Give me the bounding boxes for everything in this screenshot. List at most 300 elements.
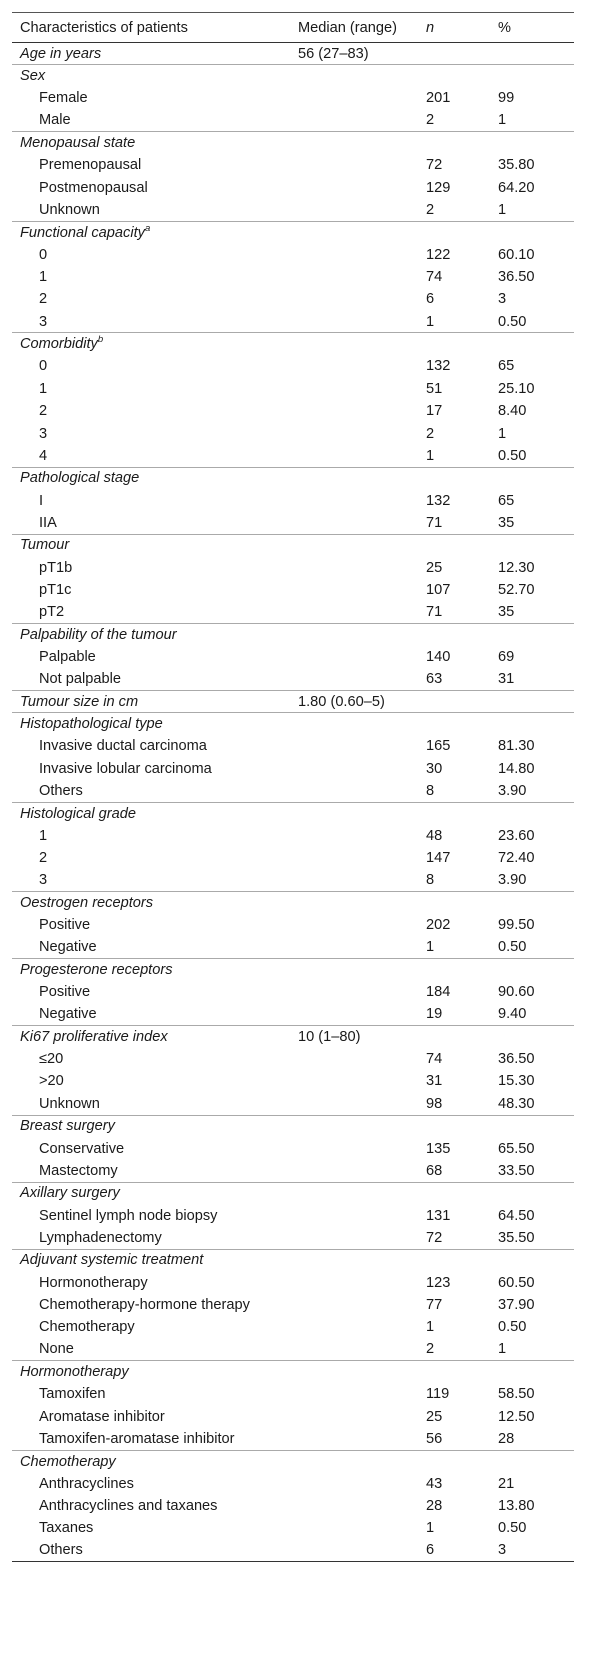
median-range-cell (290, 1271, 418, 1293)
row-label (12, 288, 290, 310)
table-row (12, 422, 574, 444)
n-cell: 28 (426, 1498, 443, 1515)
header-characteristics: Characteristics of patients (12, 13, 290, 43)
n-cell: 48 (426, 827, 443, 844)
percent-cell: 1 (498, 425, 507, 442)
label-text: Taxanes (39, 1520, 94, 1537)
label-text: 2 (39, 850, 48, 867)
percent-cell: 35 (498, 604, 515, 621)
n-cell: 71 (426, 514, 443, 531)
n-cell: 72 (426, 1229, 443, 1246)
median-range-cell (290, 1540, 418, 1562)
label-text: pT2 (39, 604, 65, 621)
row-label (12, 311, 290, 333)
median-range-cell (290, 110, 418, 132)
row-label (12, 445, 290, 467)
n-cell: 140 (426, 648, 451, 665)
percent-cell (490, 333, 574, 355)
table-row (12, 981, 574, 1003)
n-cell: 51 (426, 380, 443, 397)
percent-cell: 31 (498, 671, 515, 688)
table-row (12, 1227, 574, 1249)
n-cell: 19 (426, 1006, 443, 1023)
percent-cell: 0.50 (498, 447, 527, 464)
n-cell (418, 713, 490, 735)
header-percent: % (490, 13, 574, 43)
percent-cell: 14.80 (498, 760, 535, 777)
label-text: 0 (39, 358, 48, 375)
row-label (12, 1517, 290, 1539)
row-label (12, 1383, 290, 1405)
label-text: Others (39, 782, 83, 799)
label-text: Chemotherapy (20, 1453, 116, 1470)
median-range-cell (290, 467, 418, 489)
n-cell (418, 1249, 490, 1271)
header-median-range: Median (range) (290, 13, 418, 43)
label-text: 3 (39, 425, 48, 442)
table-row (12, 936, 574, 958)
table-row (12, 266, 574, 288)
percent-cell (490, 1026, 574, 1048)
footnote-marker: b (97, 334, 104, 346)
table-row (12, 825, 574, 847)
median-range-cell (290, 892, 418, 914)
percent-cell: 36.50 (498, 1051, 535, 1068)
median-range-cell (290, 758, 418, 780)
n-cell: 43 (426, 1475, 443, 1492)
label-text: Aromatase inhibitor (39, 1408, 165, 1425)
section-label (12, 959, 290, 981)
percent-cell: 36.50 (498, 269, 535, 286)
n-cell (418, 1026, 490, 1048)
percent-cell (490, 1115, 574, 1137)
percent-cell: 0.50 (498, 1319, 527, 1336)
median-range-cell (290, 445, 418, 467)
table-row (12, 1540, 574, 1562)
table-row (12, 87, 574, 109)
percent-cell: 72.40 (498, 850, 535, 867)
n-cell: 2 (426, 201, 435, 218)
median-range-cell (290, 177, 418, 199)
section-row (12, 802, 574, 824)
row-label (12, 1540, 290, 1562)
row-label (12, 1137, 290, 1159)
label-text: Premenopausal (39, 157, 142, 174)
section-row (12, 65, 574, 87)
n-cell: 68 (426, 1162, 443, 1179)
table-row (12, 288, 574, 310)
section-label (12, 1249, 290, 1271)
percent-cell: 64.50 (498, 1207, 535, 1224)
n-cell (418, 959, 490, 981)
median-range-cell (290, 87, 418, 109)
label-text: Positive (39, 984, 91, 1001)
label-text: Progesterone receptors (20, 962, 173, 979)
n-cell: 1 (426, 939, 435, 956)
label-text: Functional capacity (20, 224, 145, 241)
label-text: Tamoxifen-aromatase inhibitor (39, 1430, 235, 1447)
percent-cell: 81.30 (498, 738, 535, 755)
table-row (12, 400, 574, 422)
row-label (12, 400, 290, 422)
median-range-cell (290, 244, 418, 266)
row-label (12, 579, 290, 601)
row-label (12, 244, 290, 266)
median-range-cell (290, 735, 418, 757)
label-text: Unknown (39, 201, 100, 218)
table-row (12, 1405, 574, 1427)
median-range-cell (290, 355, 418, 377)
median-range-cell: 10 (1–80) (290, 1026, 418, 1048)
percent-cell: 13.80 (498, 1498, 535, 1515)
n-cell: 74 (426, 269, 443, 286)
row-label (12, 1227, 290, 1249)
median-range-cell (290, 1048, 418, 1070)
n-cell: 132 (426, 358, 451, 375)
n-cell: 129 (426, 179, 451, 196)
patient-characteristics-table-wrapper (12, 12, 574, 1562)
row-label (12, 668, 290, 690)
n-cell (418, 534, 490, 556)
median-range-cell (290, 1003, 418, 1025)
median-range-cell (290, 623, 418, 645)
table-row (12, 1160, 574, 1182)
table-row (12, 1003, 574, 1025)
label-text: Hormonotherapy (39, 1274, 148, 1291)
row-label (12, 1338, 290, 1360)
label-text: 3 (39, 872, 48, 889)
table-row (12, 668, 574, 690)
percent-cell: 69 (498, 648, 515, 665)
row-label (12, 556, 290, 578)
section-label (12, 132, 290, 154)
label-text: Sentinel lymph node biopsy (39, 1207, 218, 1224)
row-label (12, 847, 290, 869)
label-text: Unknown (39, 1095, 100, 1112)
n-cell: 201 (426, 90, 451, 107)
section-row (12, 623, 574, 645)
n-cell: 8 (426, 782, 435, 799)
row-label (12, 154, 290, 176)
label-text: Lymphadenectomy (39, 1229, 162, 1246)
percent-cell: 35.50 (498, 1229, 535, 1246)
median-range-cell (290, 65, 418, 87)
label-text: >20 (39, 1073, 64, 1090)
median-range-cell (290, 154, 418, 176)
row-label (12, 914, 290, 936)
percent-cell: 3.90 (498, 782, 527, 799)
row-label (12, 177, 290, 199)
median-range-cell (290, 534, 418, 556)
table-row (12, 110, 574, 132)
label-text: Postmenopausal (39, 179, 148, 196)
median-range-cell (290, 400, 418, 422)
section-label (12, 65, 290, 87)
n-cell: 147 (426, 850, 451, 867)
label-text: Histopathological type (20, 716, 163, 733)
percent-cell: 1 (498, 1341, 507, 1358)
median-range-cell (290, 288, 418, 310)
median-range-cell (290, 869, 418, 891)
table-row (12, 1271, 574, 1293)
table-row (12, 311, 574, 333)
median-range-cell (290, 713, 418, 735)
label-text: Chemotherapy-hormone therapy (39, 1296, 250, 1313)
percent-cell (490, 43, 574, 65)
median-range-cell (290, 378, 418, 400)
table-header (12, 13, 574, 43)
row-label (12, 1405, 290, 1427)
label-text: Invasive ductal carcinoma (39, 738, 207, 755)
row-label (12, 1093, 290, 1115)
table-row (12, 735, 574, 757)
row-label (12, 266, 290, 288)
median-range-cell (290, 1338, 418, 1360)
section-row (12, 713, 574, 735)
n-cell: 1 (426, 1319, 435, 1336)
percent-cell: 52.70 (498, 581, 535, 598)
median-range-cell (290, 1227, 418, 1249)
table-row (12, 914, 574, 936)
section-label (12, 892, 290, 914)
label-text: Tamoxifen (39, 1386, 106, 1403)
n-cell: 17 (426, 403, 443, 420)
section-label (12, 713, 290, 735)
percent-cell: 65 (498, 492, 515, 509)
percent-cell: 90.60 (498, 984, 535, 1001)
median-range-cell (290, 1182, 418, 1204)
label-text: Invasive lobular carcinoma (39, 760, 212, 777)
table-row (12, 847, 574, 869)
table-row (12, 445, 574, 467)
n-cell: 77 (426, 1296, 443, 1313)
label-text: Axillary surgery (20, 1185, 120, 1202)
n-cell (418, 132, 490, 154)
table-row (12, 1517, 574, 1539)
percent-cell: 65.50 (498, 1140, 535, 1157)
label-text: 1 (39, 827, 48, 844)
label-text: Female (39, 90, 88, 107)
label-text: Mastectomy (39, 1162, 118, 1179)
percent-cell: 15.30 (498, 1073, 535, 1090)
median-range-cell (290, 489, 418, 511)
percent-cell: 48.30 (498, 1095, 535, 1112)
section-row (12, 132, 574, 154)
n-cell: 122 (426, 246, 451, 263)
n-cell: 107 (426, 581, 451, 598)
row-label (12, 981, 290, 1003)
median-range-cell (290, 825, 418, 847)
median-range-cell (290, 556, 418, 578)
section-label (12, 221, 290, 243)
label-text: 2 (39, 291, 48, 308)
n-cell: 71 (426, 604, 443, 621)
table-row (12, 758, 574, 780)
table-row (12, 1383, 574, 1405)
label-text: Negative (39, 1006, 97, 1023)
median-range-cell: 56 (27–83) (298, 45, 369, 62)
table-row (12, 154, 574, 176)
n-cell: 135 (426, 1140, 451, 1157)
percent-cell (490, 1249, 574, 1271)
n-cell (418, 1450, 490, 1472)
table-row (12, 1093, 574, 1115)
label-text: Comorbidity (20, 336, 98, 353)
row-label (12, 355, 290, 377)
label-text: Male (39, 112, 71, 129)
median-range-cell (290, 512, 418, 534)
row-label (12, 825, 290, 847)
n-cell: 132 (426, 492, 451, 509)
label-text: 0 (39, 246, 48, 263)
median-range-cell (290, 1473, 418, 1495)
label-text: Hormonotherapy (20, 1364, 129, 1381)
table-row (12, 512, 574, 534)
percent-cell: 65 (498, 358, 515, 375)
table-row (12, 244, 574, 266)
row-label (12, 1204, 290, 1226)
median-range-cell: 1.80 (0.60–5) (290, 690, 418, 712)
table-row (12, 355, 574, 377)
n-cell (418, 690, 490, 712)
table-row (12, 601, 574, 623)
n-cell: 56 (426, 1430, 443, 1447)
label-text: Menopausal state (20, 135, 136, 152)
label-text: Pathological stage (20, 470, 140, 487)
label-text: Anthracyclines and taxanes (39, 1498, 218, 1515)
n-cell: 25 (426, 1408, 443, 1425)
n-cell: 123 (426, 1274, 451, 1291)
section-label (12, 333, 290, 355)
patient-characteristics-table (12, 12, 574, 1562)
n-cell: 119 (426, 1386, 450, 1403)
section-label (12, 1361, 290, 1383)
n-cell: 165 (426, 738, 451, 755)
percent-cell: 35.80 (498, 157, 535, 174)
section-label (12, 1026, 290, 1048)
section-row (12, 333, 574, 355)
median-range-cell (290, 221, 418, 243)
percent-cell (490, 959, 574, 981)
label-text: Histological grade (20, 805, 137, 822)
label-text: IIA (39, 514, 57, 531)
n-cell: 2 (426, 425, 435, 442)
section-row (12, 1026, 574, 1048)
n-cell (418, 802, 490, 824)
percent-cell (490, 690, 574, 712)
median-range-cell (290, 1405, 418, 1427)
median-range-cell (290, 1517, 418, 1539)
row-label (12, 422, 290, 444)
table-row (12, 489, 574, 511)
row-label (12, 1048, 290, 1070)
section-label (12, 43, 290, 65)
n-cell: 184 (426, 984, 451, 1001)
row-label (12, 489, 290, 511)
n-cell: 202 (426, 917, 451, 934)
row-label (12, 869, 290, 891)
percent-cell: 23.60 (498, 827, 535, 844)
section-row (12, 1182, 574, 1204)
median-range-cell (290, 1137, 418, 1159)
row-label (12, 601, 290, 623)
section-row (12, 1361, 574, 1383)
label-text: Positive (39, 917, 91, 934)
percent-cell (490, 132, 574, 154)
n-cell: 6 (418, 1540, 490, 1562)
median-range-cell (290, 266, 418, 288)
table-row (12, 1428, 574, 1450)
section-label (12, 1450, 290, 1472)
section-label (12, 690, 290, 712)
table-row (12, 1070, 574, 1092)
percent-cell (490, 623, 574, 645)
median-range-cell (290, 1204, 418, 1226)
label-text: I (39, 492, 44, 509)
median-range-cell (290, 936, 418, 958)
section-label (12, 534, 290, 556)
table-row (12, 1338, 574, 1360)
median-range-cell (290, 802, 418, 824)
row-label (12, 199, 290, 221)
n-cell: 30 (426, 760, 443, 777)
percent-cell (490, 1450, 574, 1472)
label-text: Negative (39, 939, 97, 956)
percent-cell: 0.50 (498, 313, 527, 330)
section-row (12, 690, 574, 712)
percent-cell: 0.50 (498, 1520, 527, 1537)
label-text: Breast surgery (20, 1118, 115, 1135)
n-cell: 2 (426, 112, 435, 129)
percent-cell: 3 (490, 1540, 574, 1562)
median-range-cell (290, 981, 418, 1003)
percent-cell (490, 1182, 574, 1204)
median-range-cell (290, 1070, 418, 1092)
percent-cell: 37.90 (498, 1296, 535, 1313)
n-cell: 98 (426, 1095, 443, 1112)
header-n: n (418, 13, 490, 43)
row-label (12, 1271, 290, 1293)
percent-cell (490, 534, 574, 556)
median-range-cell (290, 668, 418, 690)
median-range-cell (290, 959, 418, 981)
label-text: Tumour (20, 537, 70, 554)
percent-cell: 99 (498, 90, 515, 107)
percent-cell: 60.50 (498, 1274, 535, 1291)
section-label (12, 1115, 290, 1137)
median-range-cell (290, 646, 418, 668)
row-label (12, 87, 290, 109)
median-range-cell (290, 1249, 418, 1271)
median-range-cell (290, 311, 418, 333)
percent-cell: 35 (498, 514, 515, 531)
percent-cell: 1 (498, 201, 507, 218)
table-row (12, 579, 574, 601)
label-text: 4 (39, 447, 48, 464)
percent-cell (490, 892, 574, 914)
n-cell: 2 (426, 1341, 435, 1358)
section-row (12, 892, 574, 914)
section-row (12, 534, 574, 556)
median-range-cell (290, 132, 418, 154)
label-text: 1 (39, 269, 48, 286)
row-label (12, 1316, 290, 1338)
table-body (12, 43, 574, 1562)
table-row (12, 1316, 574, 1338)
row-label (12, 378, 290, 400)
section-label (12, 623, 290, 645)
percent-cell: 0.50 (498, 939, 527, 956)
